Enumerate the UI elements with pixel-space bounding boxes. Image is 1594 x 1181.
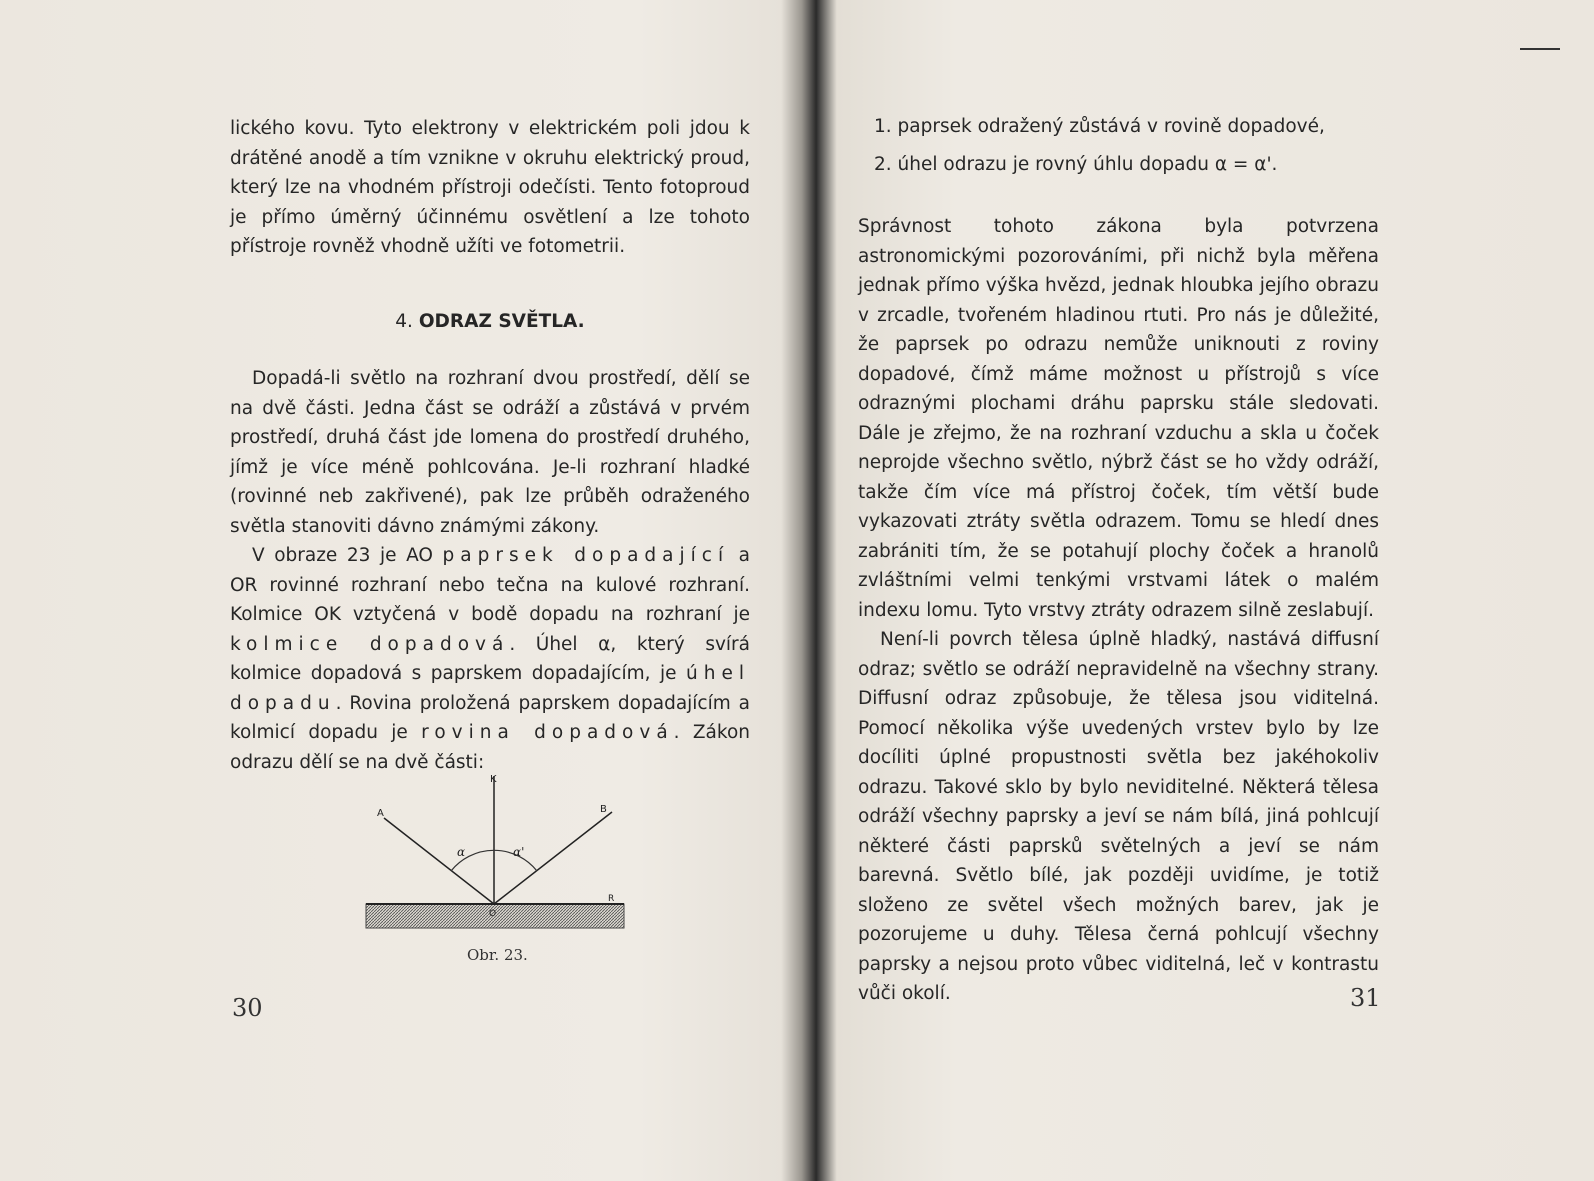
label-b: B [600, 804, 607, 815]
reflected-ray-ob [494, 812, 615, 904]
reflection-diagram [350, 768, 650, 938]
label-a: A [377, 808, 384, 819]
left-paragraph-3: V obraze 23 je AO paprsek dopadající a OR rovinné rozhraní nebo tečna na kulové rozhraní. Kolmice OK vztyčená v bodě dopadu na rozhraní je kolmice dopadová. Úhel α, který svírá kolmice dopadová s paprskem dopadajícím, je úhel dopadu. Rovina proložená paprskem dopadajícím a kolmicí dopadu je rovina dopadová. Zákon odrazu dělí se na dvě části: [230, 545, 750, 773]
figure-caption: Obr. 23. [467, 946, 528, 964]
right-paragraph-1: Správnost tohoto zákona byla potvrzena astronomickými pozorováními, při nichž byla měřena jednak přímo výška hvězd, jednak hloubka jejího obrazu v zrcadle, tvořeném hladinou rtuti. Pro nás je důležité, že paprsek po odrazu nemůže uniknouti z roviny dopadové, čímž máme možnost u přístrojů s více odraznými plochami dráhu paprsku stále sledovati. Dále je zřejmo, že na rozhraní vzduchu a skla u čoček neprojde všechno světlo, nýbrž část se ho vždy odráží, takže čím více má přístroj čoček, tím větší bude vykazovati ztráty světla odrazem. Tomu se hledí dnes zabrániti tím, že se potahují plochy čoček a hranolů zvláštními velmi tenkými vrstvami látek o malém indexu lomu. Tyto vrstvy ztráty odrazem silně zeslabují. [858, 216, 1379, 621]
right-page [812, 0, 1594, 1181]
page-number-left: 30 [232, 994, 263, 1022]
corner-mark [1520, 48, 1560, 50]
section-title: ODRAZ SVĚTLA. [418, 311, 585, 332]
left-paragraph-1: lického kovu. Tyto elektrony v elektrickém poli jdou k drátěné anodě a tím vznikne v okruhu elektrický proud, který lze na vhodném přístroji odečísti. Tento fotoproud je přímo úměrný účinnému osvětlení a lze tohoto přístroje rovněž vhodně užíti ve fotometrii. [230, 118, 750, 257]
term-paprsek-dopadajici: paprsek dopadající [442, 545, 730, 566]
label-alpha: α [457, 845, 466, 859]
left-body [230, 364, 750, 777]
label-r: R [608, 894, 615, 904]
incident-ray-ao [384, 818, 494, 904]
law-item-2: 2. úhel odrazu je rovný úhlu dopadu α = α'. [874, 153, 1278, 175]
section-heading [230, 311, 750, 332]
label-alpha-prime: α' [513, 845, 525, 859]
law-list [860, 112, 1380, 179]
left-paragraph-2: Dopadá-li světlo na rozhraní dvou prostředí, dělí se na dvě části. Jedna část se odráží a zůstává v prvém prostředí, druhá část jde lomena do prostředí druhého, jímž je více méně pohlcována. Je-li rozhraní hladké (rovinné neb zakřivené), pak lze průběh odraženého světla stanoviti dávno známými zákony. [230, 368, 750, 537]
section-number: 4. [395, 311, 413, 332]
law-item-1: 1. paprsek odražený zůstává v rovině dopadové, [874, 116, 1325, 137]
label-k: K [490, 774, 497, 785]
term-rovina-dopadova: rovina dopadová [421, 722, 674, 743]
right-paragraph-2: Není-li povrch tělesa úplně hladký, nastává diffusní odraz; světlo se odráží nepravidelně na všechny strany. Diffusní odraz způsobuje, že tělesa jsou viditelná. Pomocí několika výše uvedených vrstev bylo by lze docíliti úplné propustnosti světla bez jakéhokoliv odrazu. Takové sklo by bylo neviditelné. Některá tělesa odráží všechny paprsky a jeví se nám bílá, jiná pohlcují některé části paprsků světelných a jeví se nám barevná. Světlo bílé, jak později uvidíme, je totiž složeno ze světel všech možných barev, jak je pozorujeme u duhy. Tělesa černá pohlcují všechny paprsky a nejsou proto vůbec viditelná, leč v kontrastu vůči okolí. [858, 629, 1379, 1004]
label-o: O [489, 909, 497, 919]
right-body [858, 212, 1379, 1009]
term-kolmice-dopadova: kolmice dopadová [230, 633, 510, 655]
term-uhel-dopadu: úhel dopadu [230, 663, 750, 714]
page-number-right: 31 [1350, 984, 1381, 1012]
